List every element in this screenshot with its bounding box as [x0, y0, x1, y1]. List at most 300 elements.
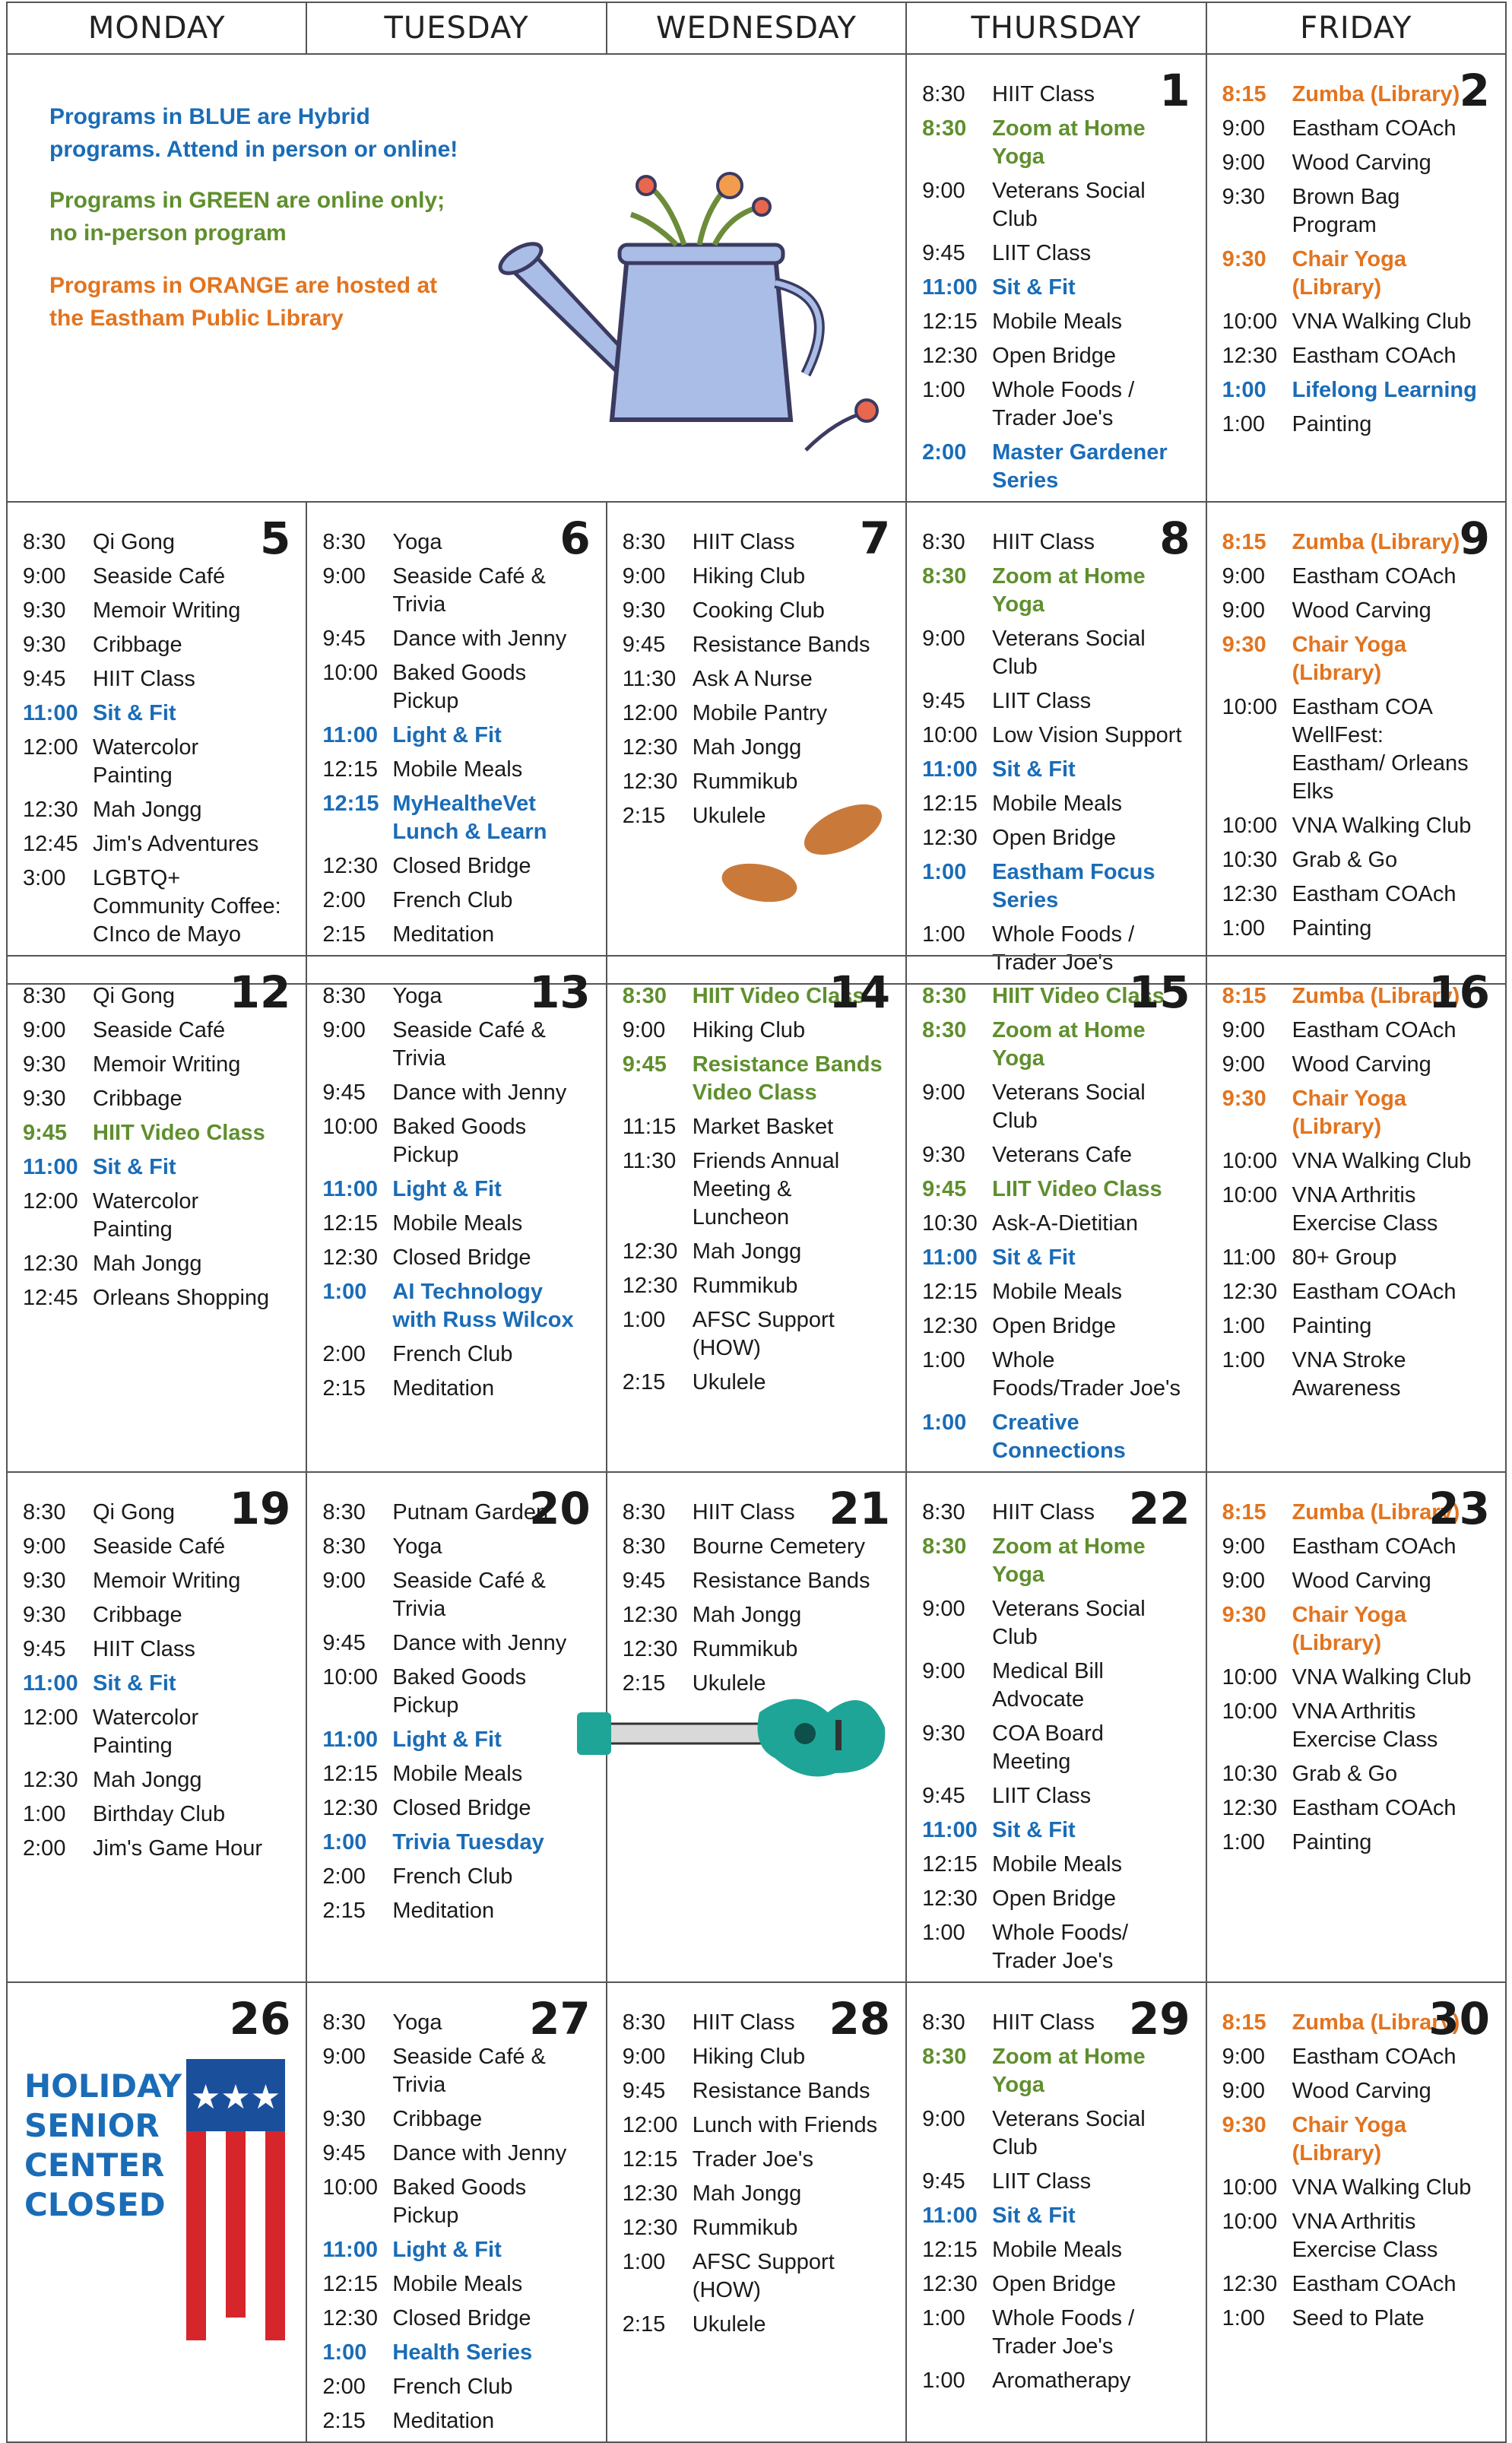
event-time: 10:00 [322, 2175, 378, 2200]
calendar-event [623, 2077, 905, 2105]
day-cell [1206, 502, 1506, 984]
event-name: Eastham Focus Series [992, 860, 1155, 912]
event-time: 9:45 [23, 1637, 66, 1661]
event-time: 9:30 [922, 1721, 965, 1746]
event-time: 1:00 [322, 1830, 367, 1854]
event-name: VNA Stroke Awareness [1292, 1348, 1406, 1401]
day-number: 19 [229, 1483, 291, 1534]
event-time: 2:15 [322, 1899, 366, 1923]
event-time: 8:30 [622, 1534, 666, 1559]
event-time: 10:30 [1222, 848, 1278, 872]
event-time: 12:30 [922, 826, 978, 850]
calendar-event [23, 865, 306, 949]
ukulele-icon [577, 1682, 896, 1788]
event-name: Zumba (Library) [1292, 2010, 1460, 2035]
event-time: 11:00 [23, 1671, 78, 1696]
day-cell [607, 956, 906, 1472]
event-name: Whole Foods/Trader Joe's [992, 1348, 1181, 1401]
calendar-event [623, 1601, 905, 1629]
day-number: 5 [260, 512, 291, 564]
calendar-event [922, 1312, 1205, 1340]
event-time: 2:15 [622, 1671, 666, 1696]
event-name: VNA Arthritis Exercise Class [1292, 1699, 1438, 1752]
event-name: AFSC Support (HOW) [692, 1308, 835, 1360]
calendar-event [922, 308, 1205, 336]
event-name: Mobile Meals [392, 2272, 523, 2296]
event-time: 10:00 [1222, 695, 1278, 719]
calendar-event [1222, 812, 1505, 840]
event-name: Eastham COAch [1292, 564, 1457, 589]
event-time: 3:00 [23, 866, 66, 890]
calendar-event [23, 1601, 306, 1629]
event-time: 8:30 [622, 2010, 666, 2035]
calendar-event [23, 1119, 306, 1147]
event-time: 12:15 [322, 757, 378, 782]
event-name: Dance with Jenny [392, 2141, 567, 2165]
calendar-event [922, 240, 1205, 268]
event-name: Master Gardener Series [992, 440, 1168, 493]
day-cell [607, 502, 906, 984]
event-name: Whole Foods / Trader Joe's [992, 378, 1135, 430]
event-time: 12:15 [322, 2272, 378, 2296]
week-row [7, 956, 1506, 1472]
event-name: HIIT Class [692, 1500, 795, 1524]
event-name: Mobile Pantry [692, 701, 828, 725]
event-name: LIIT Video Class [992, 1177, 1162, 1201]
event-name: Cribbage [392, 2107, 483, 2131]
event-time: 11:00 [322, 1728, 378, 1752]
event-time: 12:30 [622, 1239, 678, 1264]
event-time: 10:00 [1222, 2210, 1278, 2234]
event-time: 9:30 [1222, 185, 1266, 209]
event-name: Zumba (Library) [1292, 984, 1460, 1008]
event-name: Sit & Fit [992, 1818, 1076, 1842]
event-name: Closed Bridge [392, 854, 531, 878]
calendar-event [1222, 2305, 1505, 2333]
event-name: Eastham COAch [1292, 1534, 1457, 1559]
event-time: 11:00 [322, 1177, 378, 1201]
event-time: 9:45 [922, 1784, 965, 1808]
calendar-event [922, 625, 1205, 681]
calendar-event [322, 2174, 605, 2230]
event-name: Seaside Café & Trivia [392, 2045, 546, 2097]
event-time: 1:00 [922, 922, 965, 947]
event-name: French Club [392, 1864, 513, 1889]
event-list [307, 1983, 605, 2435]
event-time: 9:45 [922, 2169, 965, 2194]
event-name: AFSC Support (HOW) [692, 2250, 835, 2302]
day-number: 27 [529, 1993, 591, 2045]
calendar-event [1222, 2270, 1505, 2299]
event-time: 12:30 [922, 1314, 978, 1338]
event-name: Memoir Writing [93, 1569, 241, 1593]
event-name: Sit & Fit [992, 275, 1076, 300]
event-name: Orleans Shopping [93, 1286, 270, 1310]
event-time: 8:30 [922, 1018, 967, 1042]
calendar-event [322, 852, 605, 880]
event-name: Painting [1292, 1830, 1372, 1854]
event-name: HIIT Class [992, 1500, 1095, 1524]
event-name: Hiking Club [692, 564, 806, 589]
header-wednesday: WEDNESDAY [607, 2, 906, 54]
calendar-event [23, 631, 306, 659]
event-name: Cooking Club [692, 598, 825, 623]
legend-cell [7, 54, 906, 502]
event-name: Ukulele [692, 1370, 766, 1394]
event-time: 9:00 [922, 627, 965, 651]
event-name: VNA Walking Club [1292, 2175, 1472, 2200]
calendar-event [322, 756, 605, 784]
calendar-event [23, 563, 306, 591]
event-name: Brown Bag Program [1292, 185, 1400, 237]
calendar-event [322, 1017, 605, 1073]
event-name: Yoga [392, 1534, 442, 1559]
event-time: 9:00 [1222, 116, 1266, 141]
calendar-event [623, 2248, 905, 2305]
calendar-event [322, 1533, 605, 1561]
day-number: 1 [1159, 65, 1190, 116]
event-time: 12:30 [622, 769, 678, 794]
event-time: 11:15 [622, 1115, 677, 1139]
calendar-event [922, 1347, 1205, 1403]
event-time: 9:30 [23, 1052, 66, 1077]
event-name: Ask-A-Dietitian [992, 1211, 1138, 1236]
event-time: 1:00 [1222, 916, 1266, 941]
calendar-event [1222, 1182, 1505, 1238]
flag-banner-icon [179, 2059, 293, 2348]
event-name: Closed Bridge [392, 1245, 531, 1270]
event-name: Mobile Meals [992, 792, 1123, 816]
calendar-event [322, 1760, 605, 1788]
event-time: 2:00 [322, 2375, 366, 2399]
calendar-event [322, 1829, 605, 1857]
event-name: Rummikub [692, 1637, 798, 1661]
event-name: VNA Walking Club [1292, 814, 1472, 838]
event-name: LIIT Class [992, 241, 1092, 265]
event-name: Mobile Meals [392, 1762, 523, 1786]
calendar-event [922, 2105, 1205, 2162]
event-time: 10:00 [1222, 1699, 1278, 1724]
event-name: Seaside Café & Trivia [392, 1018, 546, 1071]
calendar-event [1222, 1698, 1505, 1754]
day-number: 30 [1428, 1993, 1490, 2045]
event-time: 9:00 [1222, 1052, 1266, 1077]
event-name: Mobile Meals [992, 1852, 1123, 1877]
calendar-event [322, 1664, 605, 1720]
calendar-event [322, 2236, 605, 2264]
event-time: 12:45 [23, 1286, 78, 1310]
event-name: Grab & Go [1292, 1762, 1398, 1786]
event-time: 9:45 [622, 633, 666, 657]
event-time: 10:00 [922, 723, 978, 747]
event-name: Low Vision Support [992, 723, 1182, 747]
event-name: HIIT Video Class [992, 984, 1165, 1008]
event-name: Eastham COAch [1292, 1796, 1457, 1820]
calendar-event [1222, 1278, 1505, 1306]
event-name: Wood Carving [1292, 2079, 1431, 2103]
calendar-event [23, 1153, 306, 1182]
event-name: Meditation [392, 1899, 495, 1923]
calendar-event [922, 2236, 1205, 2264]
event-time: 9:00 [23, 1018, 66, 1042]
event-name: Seaside Café [93, 1018, 226, 1042]
event-name: Closed Bridge [392, 2306, 531, 2330]
event-name: Zumba (Library) [1292, 530, 1460, 554]
event-time: 12:15 [922, 792, 978, 816]
event-time: 1:00 [1222, 1314, 1266, 1338]
calendar-event [922, 1782, 1205, 1810]
day-cell [1206, 1472, 1506, 1982]
calendar-event [922, 2168, 1205, 2196]
event-name: Medical Bill Advocate [992, 1659, 1104, 1712]
event-list [8, 503, 306, 949]
calendar-event [23, 1670, 306, 1698]
event-name: Light & Fit [392, 1177, 502, 1201]
event-time: 8:15 [1222, 2010, 1266, 2035]
event-time: 12:00 [23, 1189, 78, 1214]
event-name: Veterans Social Club [992, 627, 1146, 679]
event-name: Lifelong Learning [1292, 378, 1477, 402]
calendar-event [322, 1113, 605, 1169]
event-time: 10:00 [1222, 1665, 1278, 1689]
event-name: Resistance Bands [692, 633, 870, 657]
calendar-event [623, 2311, 905, 2339]
calendar-event [1222, 2043, 1505, 2071]
event-name: HIIT Class [992, 2010, 1095, 2035]
week-row [7, 54, 1506, 502]
event-name: Ask A Nurse [692, 667, 813, 691]
calendar-event [23, 734, 306, 790]
calendar-event [322, 659, 605, 715]
event-time: 8:30 [922, 2045, 967, 2069]
event-name: Painting [1292, 1314, 1372, 1338]
event-name: Rummikub [692, 2216, 798, 2240]
event-time: 9:30 [23, 633, 66, 657]
event-time: 12:30 [1222, 2272, 1278, 2296]
event-time: 9:00 [1222, 1534, 1266, 1559]
event-name: Closed Bridge [392, 1796, 531, 1820]
event-time: 9:45 [322, 1080, 366, 1105]
calendar-event [623, 1147, 905, 1232]
event-time: 12:30 [322, 1245, 378, 1270]
calendar-event [623, 631, 905, 659]
calendar-event [1222, 1312, 1505, 1340]
event-name: Mah Jongg [93, 1768, 202, 1792]
event-time: 12:00 [622, 2113, 678, 2137]
event-time: 1:00 [1222, 412, 1266, 436]
event-name: HIIT Class [992, 82, 1095, 106]
event-time: 9:00 [322, 1569, 366, 1593]
event-time: 8:30 [23, 530, 66, 554]
day-number: 15 [1128, 966, 1190, 1018]
event-time: 1:00 [23, 1802, 66, 1826]
event-name: Light & Fit [392, 1728, 502, 1752]
event-name: Mah Jongg [692, 1239, 802, 1264]
calendar-event [322, 2373, 605, 2401]
event-list [607, 957, 905, 1397]
calendar-event [322, 722, 605, 750]
event-time: 11:00 [922, 275, 978, 300]
event-time: 12:30 [622, 735, 678, 760]
calendar-event [922, 1175, 1205, 1204]
event-name: Light & Fit [392, 2238, 502, 2262]
event-time: 9:00 [1222, 2079, 1266, 2103]
calendar-event [623, 2043, 905, 2071]
event-time: 12:30 [1222, 1280, 1278, 1304]
event-name: Eastham COAch [1292, 882, 1457, 906]
event-time: 12:30 [322, 854, 378, 878]
calendar-event [322, 625, 605, 653]
calendar-event [1222, 597, 1505, 625]
day-cell [306, 1982, 606, 2442]
event-list [907, 1983, 1205, 2395]
calendar-event [322, 1079, 605, 1107]
event-name: LIIT Class [992, 1784, 1092, 1808]
event-time: 10:00 [1222, 2175, 1278, 2200]
calendar-event [23, 700, 306, 728]
event-name: Aromatherapy [992, 2368, 1131, 2393]
event-time: 12:30 [322, 2306, 378, 2330]
event-time: 1:00 [922, 2306, 965, 2330]
event-name: HIIT Class [992, 530, 1095, 554]
event-time: 2:00 [23, 1836, 66, 1861]
calendar-event [1222, 115, 1505, 143]
event-name: Lunch with Friends [692, 2113, 878, 2137]
event-time: 8:30 [622, 1500, 666, 1524]
event-name: Eastham COAch [1292, 2272, 1457, 2296]
event-name: Open Bridge [992, 1886, 1116, 1911]
event-name: Cribbage [93, 633, 182, 657]
calendar-event [922, 1210, 1205, 1238]
day-cell [7, 1472, 306, 1982]
event-name: Creative Connections [992, 1410, 1126, 1463]
event-name: Veterans Social Club [992, 1597, 1146, 1649]
day-number: 2 [1459, 65, 1490, 116]
event-time: 9:30 [1222, 633, 1266, 657]
event-time: 1:00 [922, 1410, 967, 1435]
event-time: 8:30 [922, 1500, 965, 1524]
event-name: Veterans Social Club [992, 2107, 1146, 2159]
calendar-event [23, 1766, 306, 1794]
event-time: 10:00 [1222, 309, 1278, 334]
header-monday: MONDAY [7, 2, 306, 54]
event-name: Qi Gong [93, 530, 175, 554]
event-name: Yoga [392, 530, 442, 554]
event-time: 12:30 [922, 2272, 978, 2296]
event-time: 9:30 [1222, 2113, 1266, 2137]
event-name: Hiking Club [692, 2045, 806, 2069]
event-name: Meditation [392, 1376, 495, 1401]
event-name: HIIT Class [692, 2010, 795, 2035]
legend [8, 55, 905, 450]
calendar-event [322, 2140, 605, 2168]
event-time: 9:00 [622, 564, 666, 589]
event-time: 10:00 [322, 1665, 378, 1689]
event-time: 9:00 [23, 564, 66, 589]
event-time: 10:00 [322, 661, 378, 685]
event-name: Dance with Jenny [392, 1631, 567, 1655]
event-name: Ukulele [692, 1671, 766, 1696]
event-time: 9:00 [322, 1018, 366, 1042]
event-list [907, 957, 1205, 1465]
event-name: Open Bridge [992, 344, 1116, 368]
event-name: 80+ Group [1292, 1245, 1397, 1270]
event-time: 2:15 [322, 922, 366, 947]
calendar-event [322, 2339, 605, 2367]
calendar-event [922, 1533, 1205, 1589]
event-time: 8:15 [1222, 82, 1266, 106]
event-time: 9:00 [922, 1659, 965, 1683]
day-number: 28 [829, 1993, 891, 2045]
event-name: Zoom at Home Yoga [992, 116, 1146, 169]
event-name: Cribbage [93, 1603, 182, 1627]
event-time: 2:00 [322, 1342, 366, 1366]
calendar-event [322, 1863, 605, 1891]
calendar-event [922, 1919, 1205, 1975]
calendar-event [322, 1567, 605, 1623]
event-time: 8:30 [622, 530, 666, 554]
event-time: 10:00 [1222, 1149, 1278, 1173]
event-time: 9:45 [922, 689, 965, 713]
calendar-event [23, 1284, 306, 1312]
event-name: Ukulele [692, 2312, 766, 2337]
event-time: 11:00 [322, 2238, 378, 2262]
calendar-event [922, 1720, 1205, 1776]
event-time: 2:00 [922, 440, 967, 465]
day-number: 21 [829, 1483, 891, 1534]
calendar-event [623, 768, 905, 796]
event-time: 8:30 [322, 2010, 366, 2035]
calendar-event [922, 376, 1205, 433]
event-name: Resistance Bands [692, 2079, 870, 2103]
event-time: 12:30 [922, 1886, 978, 1911]
event-time: 11:00 [922, 757, 978, 782]
event-list [1207, 957, 1505, 1403]
event-time: 12:15 [322, 1211, 378, 1236]
event-time: 8:30 [922, 116, 967, 141]
event-name: Baked Goods Pickup [392, 2175, 527, 2228]
event-name: Whole Foods / Trader Joe's [992, 922, 1135, 975]
calendar-event [322, 563, 605, 619]
event-time: 1:00 [622, 1308, 666, 1332]
day-number: 12 [229, 966, 291, 1018]
event-time: 12:30 [23, 1252, 78, 1276]
event-name: Veterans Cafe [992, 1143, 1132, 1167]
calendar-event [922, 1244, 1205, 1272]
event-time: 9:45 [23, 1121, 68, 1145]
footprints-icon [699, 799, 889, 913]
event-name: Baked Goods Pickup [392, 1115, 527, 1167]
day-cell [906, 54, 1206, 502]
event-time: 12:00 [23, 1705, 78, 1730]
calendar-event [1222, 2111, 1505, 2168]
event-time: 9:00 [922, 2107, 965, 2131]
calendar-event [922, 1079, 1205, 1135]
event-time: 11:00 [1222, 1245, 1276, 1270]
event-name: VNA Arthritis Exercise Class [1292, 2210, 1438, 2262]
event-name: Mah Jongg [692, 2181, 802, 2206]
event-time: 8:15 [1222, 530, 1266, 554]
calendar-event [23, 1533, 306, 1561]
event-name: Mobile Meals [992, 309, 1123, 334]
calendar-event [1222, 1347, 1505, 1403]
event-name: Zoom at Home Yoga [992, 2045, 1146, 2097]
calendar-event [1222, 1147, 1505, 1175]
event-name: Hiking Club [692, 1018, 806, 1042]
event-time: 8:30 [922, 530, 965, 554]
calendar-event [1222, 2208, 1505, 2264]
event-name: Mah Jongg [93, 1252, 202, 1276]
